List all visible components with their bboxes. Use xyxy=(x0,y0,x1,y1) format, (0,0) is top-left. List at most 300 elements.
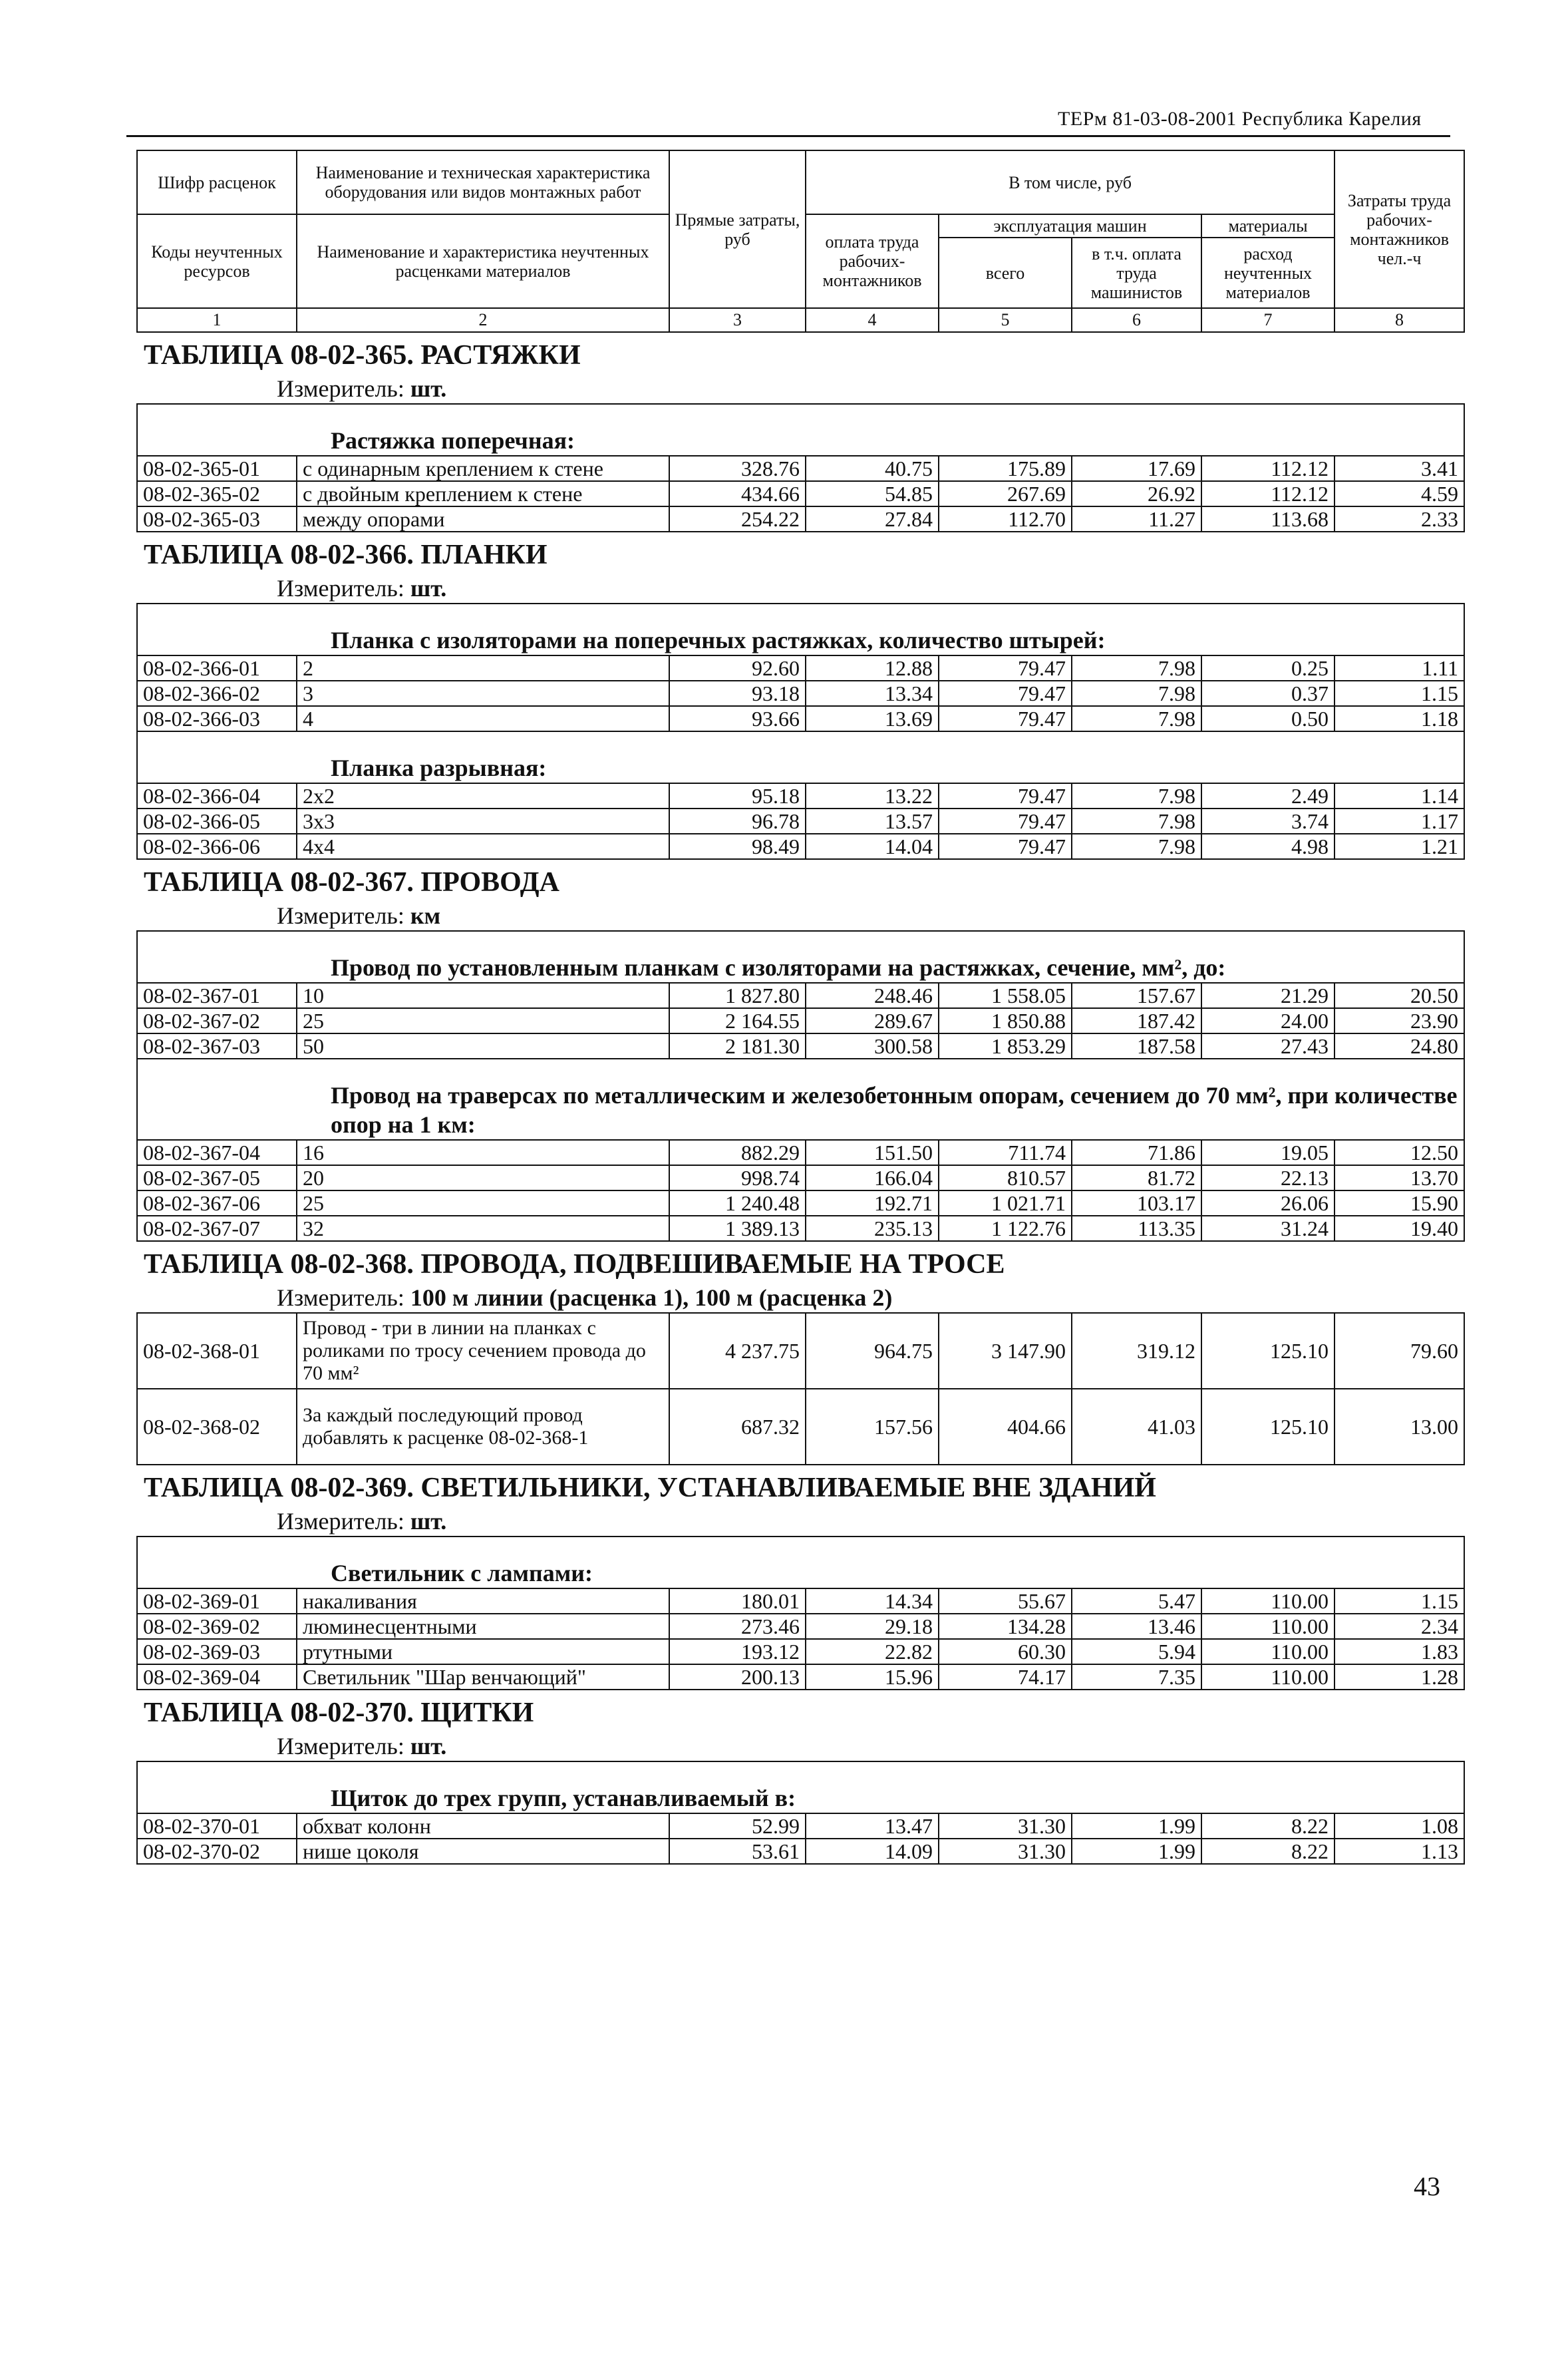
price-table-page xyxy=(136,150,1464,1865)
rate-value: 79.47 xyxy=(939,706,1072,731)
unit-value: 100 м линии (расценка 1), 100 м (расценка 2) xyxy=(410,1284,893,1311)
rate-value: 151.50 xyxy=(806,1140,939,1165)
rate-code: 08-02-366-02 xyxy=(137,681,297,706)
rate-value: 54.85 xyxy=(806,481,939,506)
section-heading-row xyxy=(137,753,1464,783)
table-row xyxy=(137,1389,1464,1465)
rate-value: 12.88 xyxy=(806,655,939,681)
rate-value: 110.00 xyxy=(1201,1664,1334,1690)
rate-value: 95.18 xyxy=(669,783,806,809)
section-heading: Светильник с лампами: xyxy=(137,1558,1464,1588)
section-heading-row xyxy=(137,1081,1464,1140)
rate-value: 8.22 xyxy=(1201,1813,1334,1839)
unit-label: Измеритель: xyxy=(277,575,410,602)
rate-value: 1.99 xyxy=(1072,1839,1201,1864)
rate-code: 08-02-369-04 xyxy=(137,1664,297,1690)
rate-value: 1.15 xyxy=(1334,1588,1464,1614)
rate-code: 08-02-369-01 xyxy=(137,1588,297,1614)
rate-description: нише цоколя xyxy=(297,1839,669,1864)
table-title-row xyxy=(137,1465,1464,1507)
rate-value: 11.27 xyxy=(1072,506,1201,532)
table-title-row xyxy=(137,332,1464,374)
table-row xyxy=(137,1033,1464,1059)
unit-row xyxy=(137,374,1464,404)
table-row xyxy=(137,655,1464,681)
rate-value: 2.49 xyxy=(1201,783,1334,809)
rate-description: между опорами xyxy=(297,506,669,532)
rate-value: 193.12 xyxy=(669,1639,806,1664)
section-heading-row xyxy=(137,953,1464,983)
rate-value: 52.99 xyxy=(669,1813,806,1839)
rate-value: 1.99 xyxy=(1072,1813,1201,1839)
rate-value: 3.74 xyxy=(1201,809,1334,834)
col-num: 1 xyxy=(137,308,297,332)
rate-value: 319.12 xyxy=(1072,1313,1201,1389)
rate-value: 81.72 xyxy=(1072,1165,1201,1190)
unit-line xyxy=(137,374,1464,404)
rate-value: 300.58 xyxy=(806,1033,939,1059)
rate-value: 1.21 xyxy=(1334,834,1464,859)
rate-value: 79.47 xyxy=(939,783,1072,809)
section-frame-cell xyxy=(137,1537,1464,1558)
rate-value: 882.29 xyxy=(669,1140,806,1165)
unit-value: шт. xyxy=(410,1508,447,1535)
unit-label: Измеритель: xyxy=(277,1733,410,1759)
table-row xyxy=(137,1588,1464,1614)
rate-value: 40.75 xyxy=(806,456,939,481)
rate-description: ртутными xyxy=(297,1639,669,1664)
rate-value: 112.12 xyxy=(1201,456,1334,481)
rate-description: с двойным креплением к стене xyxy=(297,481,669,506)
rate-value: 19.05 xyxy=(1201,1140,1334,1165)
table-row xyxy=(137,706,1464,731)
rate-value: 289.67 xyxy=(806,1008,939,1033)
rate-description: Провод - три в линии на планках с роликами по тросу сечением провода до 70 мм² xyxy=(297,1313,669,1389)
rate-value: 53.61 xyxy=(669,1839,806,1864)
table-row xyxy=(137,1639,1464,1664)
section-heading-row xyxy=(137,1783,1464,1813)
section-heading-row xyxy=(137,626,1464,655)
header-rule xyxy=(126,135,1450,137)
rate-value: 26.92 xyxy=(1072,481,1201,506)
col-name-header: Наименование и техническая характеристика оборудования или видов монтажных работ xyxy=(297,150,669,214)
table-title: ТАБЛИЦА 08-02-368. ПРОВОДА, ПОДВЕШИВАЕМЫЕ НА ТРОСЕ xyxy=(144,1249,1005,1280)
page-number: 43 xyxy=(1414,2171,1440,2201)
section-heading-row xyxy=(137,1558,1464,1588)
rate-value: 1 850.88 xyxy=(939,1008,1072,1033)
rate-code: 08-02-367-01 xyxy=(137,983,297,1008)
col-incl-header: В том числе, руб xyxy=(806,150,1334,214)
section-heading: Планка с изоляторами на поперечных растяжках, количество штырей: xyxy=(137,626,1464,655)
rate-value: 15.96 xyxy=(806,1664,939,1690)
rate-value: 1.15 xyxy=(1334,681,1464,706)
rate-value: 23.90 xyxy=(1334,1008,1464,1033)
section-frame xyxy=(137,1059,1464,1081)
unit-value: шт. xyxy=(410,1733,447,1759)
section-frame xyxy=(137,1537,1464,1558)
unit-line xyxy=(137,1283,1464,1313)
rate-value: 200.13 xyxy=(669,1664,806,1690)
col-res-code-header: Коды неучтенных ресурсов xyxy=(137,214,297,308)
table-body xyxy=(137,332,1464,1864)
rate-code: 08-02-370-01 xyxy=(137,1813,297,1839)
col-machines-header: эксплуатация машин xyxy=(939,214,1201,238)
rate-value: 26.06 xyxy=(1201,1190,1334,1216)
col-labor-costs-header: Затраты труда рабочих-монтажников чел.-ч xyxy=(1334,150,1464,308)
unit-line xyxy=(137,1731,1464,1761)
rate-value: 103.17 xyxy=(1072,1190,1201,1216)
section-heading: Щиток до трех групп, устанавливаемый в: xyxy=(137,1783,1464,1813)
unit-label: Измеритель: xyxy=(277,375,410,402)
unit-line xyxy=(137,574,1464,604)
unit-label: Измеритель: xyxy=(277,1508,410,1535)
rate-value: 22.82 xyxy=(806,1639,939,1664)
rate-value: 79.47 xyxy=(939,809,1072,834)
unit-row xyxy=(137,1283,1464,1313)
rate-description: 16 xyxy=(297,1140,669,1165)
rate-value: 1.83 xyxy=(1334,1639,1464,1664)
rate-value: 434.66 xyxy=(669,481,806,506)
rate-value: 1 021.71 xyxy=(939,1190,1072,1216)
rate-value: 235.13 xyxy=(806,1216,939,1241)
rate-value: 24.00 xyxy=(1201,1008,1334,1033)
rate-value: 79.47 xyxy=(939,834,1072,859)
unit-value: км xyxy=(410,902,441,929)
rate-value: 93.18 xyxy=(669,681,806,706)
rate-value: 1 853.29 xyxy=(939,1033,1072,1059)
rate-value: 13.46 xyxy=(1072,1614,1201,1639)
section-frame-cell xyxy=(137,731,1464,753)
rate-value: 7.98 xyxy=(1072,834,1201,859)
rate-value: 13.34 xyxy=(806,681,939,706)
rate-value: 110.00 xyxy=(1201,1588,1334,1614)
table-row xyxy=(137,834,1464,859)
rate-value: 112.70 xyxy=(939,506,1072,532)
rate-value: 71.86 xyxy=(1072,1140,1201,1165)
rate-description: 25 xyxy=(297,1190,669,1216)
rate-description: 10 xyxy=(297,983,669,1008)
rate-value: 20.50 xyxy=(1334,983,1464,1008)
section-frame xyxy=(137,931,1464,953)
rate-value: 14.09 xyxy=(806,1839,939,1864)
rate-value: 14.04 xyxy=(806,834,939,859)
rate-value: 12.50 xyxy=(1334,1140,1464,1165)
rate-value: 31.24 xyxy=(1201,1216,1334,1241)
rate-value: 1 389.13 xyxy=(669,1216,806,1241)
rate-description: обхват колонн xyxy=(297,1813,669,1839)
rate-value: 21.29 xyxy=(1201,983,1334,1008)
section-heading: Провод на траверсах по металлическим и железобетонным опорам, сечением до 70 мм², при количестве опор на 1 км: xyxy=(137,1081,1464,1140)
rate-code: 08-02-367-06 xyxy=(137,1190,297,1216)
rate-value: 157.67 xyxy=(1072,983,1201,1008)
rate-value: 13.47 xyxy=(806,1813,939,1839)
rate-value: 711.74 xyxy=(939,1140,1072,1165)
rate-code: 08-02-365-03 xyxy=(137,506,297,532)
table-title-row xyxy=(137,859,1464,901)
col-num: 6 xyxy=(1072,308,1201,332)
rate-description: 50 xyxy=(297,1033,669,1059)
rate-value: 2.34 xyxy=(1334,1614,1464,1639)
rate-value: 1.08 xyxy=(1334,1813,1464,1839)
table-title: ТАБЛИЦА 08-02-369. СВЕТИЛЬНИКИ, УСТАНАВЛИВАЕМЫЕ ВНЕ ЗДАНИЙ xyxy=(144,1473,1156,1503)
rate-value: 27.43 xyxy=(1201,1033,1334,1059)
table-row xyxy=(137,809,1464,834)
table-row xyxy=(137,783,1464,809)
table-row xyxy=(137,1813,1464,1839)
col-labor-pay-header: оплата труда рабочих-монтажников xyxy=(806,214,939,308)
rate-value: 22.13 xyxy=(1201,1165,1334,1190)
col-mat-unacc-header: расход неучтенных материалов xyxy=(1201,238,1334,308)
rate-code: 08-02-370-02 xyxy=(137,1839,297,1864)
table-title-row xyxy=(137,1241,1464,1283)
rate-code: 08-02-367-07 xyxy=(137,1216,297,1241)
rate-value: 7.98 xyxy=(1072,783,1201,809)
document-code: ТЕРм 81-03-08-2001 Республика Карелия xyxy=(1058,108,1422,130)
table-row xyxy=(137,1008,1464,1033)
rate-value: 79.60 xyxy=(1334,1313,1464,1389)
col-materials-header: материалы xyxy=(1201,214,1334,238)
col-num: 8 xyxy=(1334,308,1464,332)
rate-value: 273.46 xyxy=(669,1614,806,1639)
rate-value: 1 240.48 xyxy=(669,1190,806,1216)
rate-description: 4х4 xyxy=(297,834,669,859)
section-frame xyxy=(137,404,1464,426)
table-row xyxy=(137,506,1464,532)
rate-value: 113.35 xyxy=(1072,1216,1201,1241)
rate-value: 4.98 xyxy=(1201,834,1334,859)
rate-value: 5.94 xyxy=(1072,1639,1201,1664)
rate-value: 13.00 xyxy=(1334,1389,1464,1465)
section-frame-cell xyxy=(137,604,1464,626)
rate-value: 3 147.90 xyxy=(939,1313,1072,1389)
rate-code: 08-02-367-04 xyxy=(137,1140,297,1165)
rate-value: 1.17 xyxy=(1334,809,1464,834)
rate-value: 92.60 xyxy=(669,655,806,681)
rate-value: 27.84 xyxy=(806,506,939,532)
table-row xyxy=(137,456,1464,481)
rate-code: 08-02-365-02 xyxy=(137,481,297,506)
rate-value: 3.41 xyxy=(1334,456,1464,481)
col-num: 3 xyxy=(669,308,806,332)
section-heading: Планка разрывная: xyxy=(137,753,1464,783)
rate-value: 998.74 xyxy=(669,1165,806,1190)
rate-value: 13.70 xyxy=(1334,1165,1464,1190)
rate-value: 17.69 xyxy=(1072,456,1201,481)
rate-description: с одинарным креплением к стене xyxy=(297,456,669,481)
rate-value: 687.32 xyxy=(669,1389,806,1465)
rate-value: 13.22 xyxy=(806,783,939,809)
table-row xyxy=(137,1165,1464,1190)
col-res-name-header: Наименование и характеристика неучтенных расценками материалов xyxy=(297,214,669,308)
table-title: ТАБЛИЦА 08-02-370. ЩИТКИ xyxy=(144,1698,534,1728)
rate-value: 134.28 xyxy=(939,1614,1072,1639)
rate-value: 31.30 xyxy=(939,1813,1072,1839)
unit-row xyxy=(137,901,1464,931)
rate-value: 125.10 xyxy=(1201,1313,1334,1389)
table-row xyxy=(137,1614,1464,1639)
col-direct-header: Прямые затраты, руб xyxy=(669,150,806,308)
section-frame-cell xyxy=(137,1059,1464,1081)
table-row xyxy=(137,1839,1464,1864)
col-num: 4 xyxy=(806,308,939,332)
rate-value: 187.58 xyxy=(1072,1033,1201,1059)
rate-description: 3 xyxy=(297,681,669,706)
table-title-row xyxy=(137,1690,1464,1731)
table-header xyxy=(137,150,1464,308)
table-row xyxy=(137,1313,1464,1389)
rate-value: 4 237.75 xyxy=(669,1313,806,1389)
rate-value: 8.22 xyxy=(1201,1839,1334,1864)
rate-value: 96.78 xyxy=(669,809,806,834)
table-title: ТАБЛИЦА 08-02-367. ПРОВОДА xyxy=(144,867,559,898)
table-row xyxy=(137,1664,1464,1690)
unit-row xyxy=(137,1507,1464,1537)
rate-value: 74.17 xyxy=(939,1664,1072,1690)
rate-value: 157.56 xyxy=(806,1389,939,1465)
rate-value: 248.46 xyxy=(806,983,939,1008)
rate-value: 19.40 xyxy=(1334,1216,1464,1241)
rate-value: 125.10 xyxy=(1201,1389,1334,1465)
rate-description: накаливания xyxy=(297,1588,669,1614)
rate-value: 0.50 xyxy=(1201,706,1334,731)
table-row xyxy=(137,983,1464,1008)
rate-description: 2 xyxy=(297,655,669,681)
rate-value: 166.04 xyxy=(806,1165,939,1190)
rate-value: 5.47 xyxy=(1072,1588,1201,1614)
section-frame xyxy=(137,1761,1464,1783)
rate-value: 267.69 xyxy=(939,481,1072,506)
table-row xyxy=(137,1190,1464,1216)
rate-value: 79.47 xyxy=(939,681,1072,706)
rate-value: 13.57 xyxy=(806,809,939,834)
table-title: ТАБЛИЦА 08-02-366. ПЛАНКИ xyxy=(144,540,548,570)
rate-value: 112.12 xyxy=(1201,481,1334,506)
section-frame-cell xyxy=(137,1761,1464,1783)
rate-value: 175.89 xyxy=(939,456,1072,481)
section-frame xyxy=(137,604,1464,626)
rate-value: 13.69 xyxy=(806,706,939,731)
rate-value: 7.98 xyxy=(1072,706,1201,731)
rate-value: 2.33 xyxy=(1334,506,1464,532)
rate-value: 1 827.80 xyxy=(669,983,806,1008)
unit-label: Измеритель: xyxy=(277,1284,410,1311)
col-mach-total-header: всего xyxy=(939,238,1072,308)
rate-code: 08-02-367-02 xyxy=(137,1008,297,1033)
rate-code: 08-02-366-06 xyxy=(137,834,297,859)
col-code-header: Шифр расценок xyxy=(137,150,297,214)
unit-row xyxy=(137,1731,1464,1761)
rate-description: 32 xyxy=(297,1216,669,1241)
unit-line xyxy=(137,901,1464,931)
rate-value: 98.49 xyxy=(669,834,806,859)
rate-value: 810.57 xyxy=(939,1165,1072,1190)
rate-value: 254.22 xyxy=(669,506,806,532)
rate-value: 964.75 xyxy=(806,1313,939,1389)
rate-value: 1 122.76 xyxy=(939,1216,1072,1241)
unit-label: Измеритель: xyxy=(277,902,410,929)
rate-value: 0.37 xyxy=(1201,681,1334,706)
rate-description: Светильник "Шар венчающий" xyxy=(297,1664,669,1690)
unit-line xyxy=(137,1507,1464,1537)
rate-value: 1.13 xyxy=(1334,1839,1464,1864)
rate-value: 15.90 xyxy=(1334,1190,1464,1216)
rate-code: 08-02-366-03 xyxy=(137,706,297,731)
table-title-row xyxy=(137,532,1464,574)
rate-value: 1.28 xyxy=(1334,1664,1464,1690)
section-heading-row xyxy=(137,426,1464,456)
rate-value: 180.01 xyxy=(669,1588,806,1614)
rate-code: 08-02-369-03 xyxy=(137,1639,297,1664)
unit-value: шт. xyxy=(410,375,447,402)
rate-code: 08-02-368-02 xyxy=(137,1389,297,1465)
col-num: 2 xyxy=(297,308,669,332)
rate-description: 3х3 xyxy=(297,809,669,834)
rate-value: 404.66 xyxy=(939,1389,1072,1465)
unit-row xyxy=(137,574,1464,604)
section-heading: Провод по установленным планкам с изоляторами на растяжках, сечение, мм², до: xyxy=(137,953,1464,983)
rate-value: 93.66 xyxy=(669,706,806,731)
table-title: ТАБЛИЦА 08-02-365. РАСТЯЖКИ xyxy=(144,340,581,371)
rate-value: 1.18 xyxy=(1334,706,1464,731)
rate-code: 08-02-366-04 xyxy=(137,783,297,809)
col-mach-labor-header: в т.ч. оплата труда машинистов xyxy=(1072,238,1201,308)
table-row xyxy=(137,1140,1464,1165)
rate-value: 7.98 xyxy=(1072,655,1201,681)
section-frame-cell xyxy=(137,931,1464,953)
rate-description: 20 xyxy=(297,1165,669,1190)
rate-code: 08-02-367-05 xyxy=(137,1165,297,1190)
rate-value: 110.00 xyxy=(1201,1639,1334,1664)
rate-description: 2х2 xyxy=(297,783,669,809)
rate-description: За каждый последующий провод добавлять к расценке 08-02-368-1 xyxy=(297,1389,669,1465)
rate-value: 41.03 xyxy=(1072,1389,1201,1465)
rate-description: 25 xyxy=(297,1008,669,1033)
table-row xyxy=(137,481,1464,506)
rate-value: 1.14 xyxy=(1334,783,1464,809)
column-numbers xyxy=(137,308,1464,332)
rate-value: 4.59 xyxy=(1334,481,1464,506)
rate-value: 1.11 xyxy=(1334,655,1464,681)
rate-code: 08-02-365-01 xyxy=(137,456,297,481)
table-row xyxy=(137,681,1464,706)
rate-value: 328.76 xyxy=(669,456,806,481)
rate-code: 08-02-367-03 xyxy=(137,1033,297,1059)
col-num: 7 xyxy=(1201,308,1334,332)
rate-description: 4 xyxy=(297,706,669,731)
rate-value: 14.34 xyxy=(806,1588,939,1614)
rate-code: 08-02-368-01 xyxy=(137,1313,297,1389)
rate-value: 110.00 xyxy=(1201,1614,1334,1639)
rate-value: 187.42 xyxy=(1072,1008,1201,1033)
rate-value: 1 558.05 xyxy=(939,983,1072,1008)
rate-value: 31.30 xyxy=(939,1839,1072,1864)
rates-table xyxy=(136,150,1465,1865)
rate-value: 0.25 xyxy=(1201,655,1334,681)
rate-description: люминесцентными xyxy=(297,1614,669,1639)
section-heading: Растяжка поперечная: xyxy=(137,426,1464,456)
rate-value: 60.30 xyxy=(939,1639,1072,1664)
rate-value: 2 164.55 xyxy=(669,1008,806,1033)
rate-value: 7.98 xyxy=(1072,681,1201,706)
rate-value: 79.47 xyxy=(939,655,1072,681)
rate-code: 08-02-366-01 xyxy=(137,655,297,681)
rate-value: 29.18 xyxy=(806,1614,939,1639)
rate-value: 2 181.30 xyxy=(669,1033,806,1059)
rate-code: 08-02-366-05 xyxy=(137,809,297,834)
rate-value: 24.80 xyxy=(1334,1033,1464,1059)
rate-value: 7.35 xyxy=(1072,1664,1201,1690)
col-num: 5 xyxy=(939,308,1072,332)
